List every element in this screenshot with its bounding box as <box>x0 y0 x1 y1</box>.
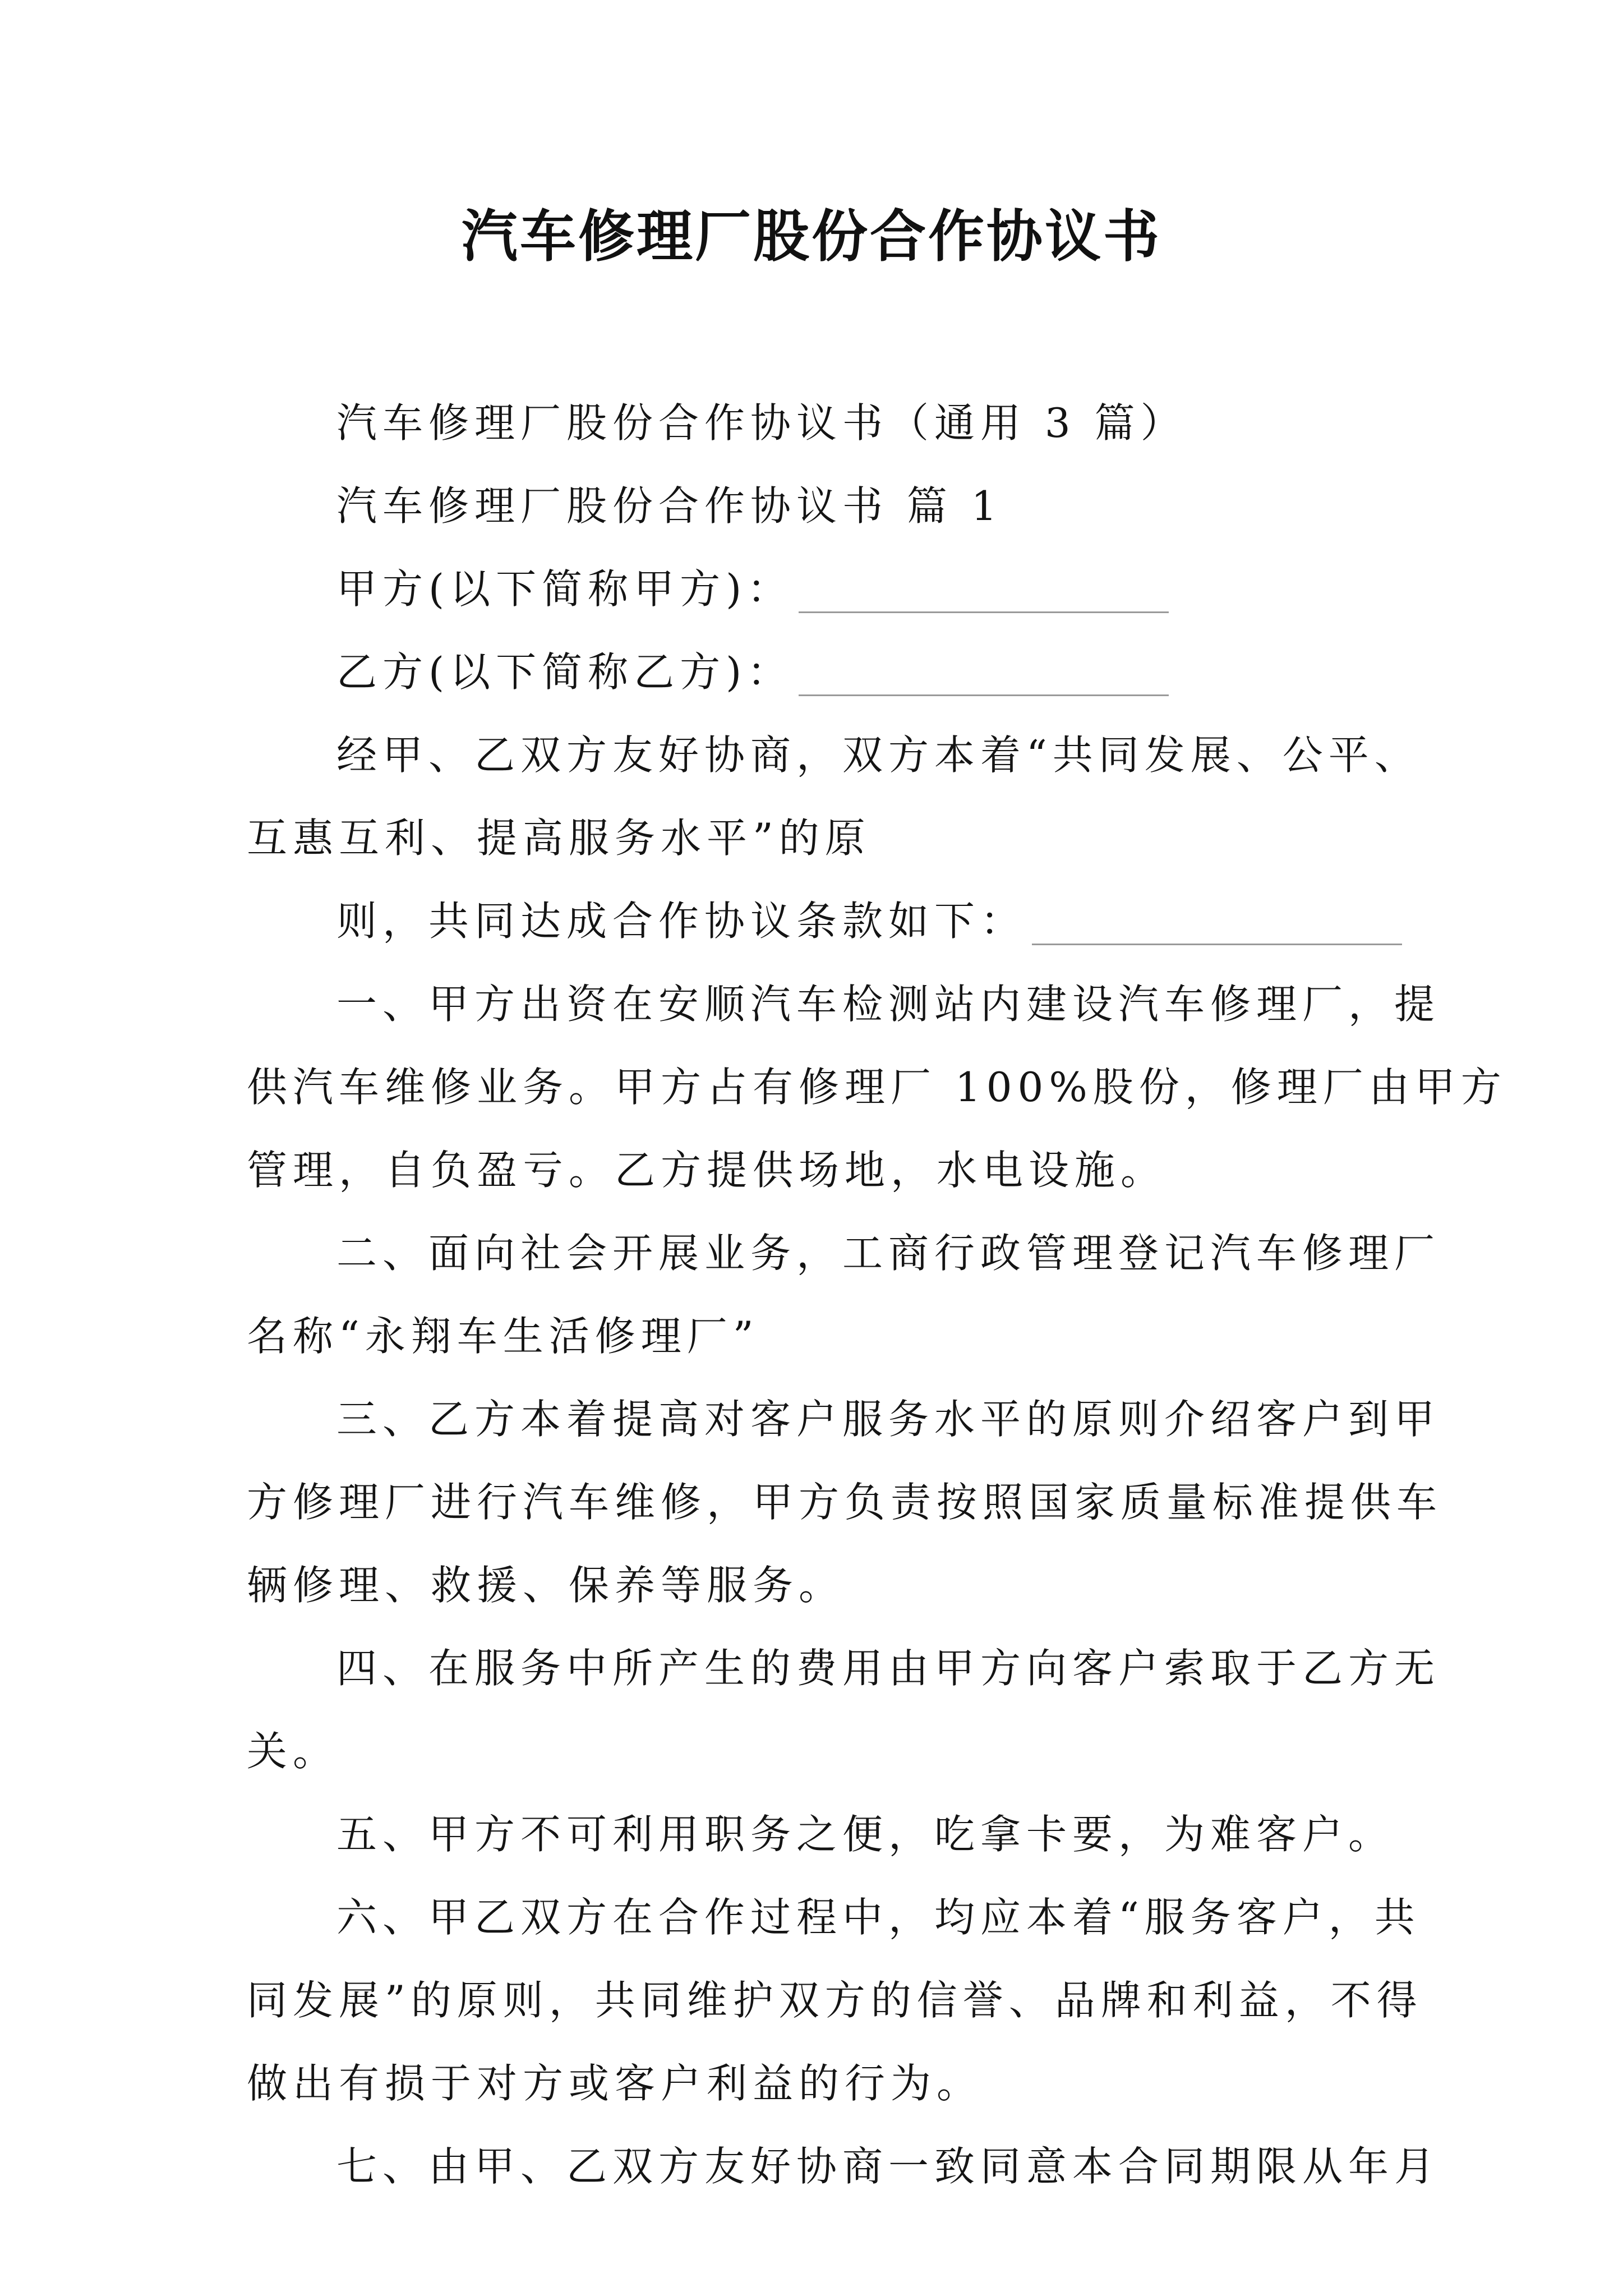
line-text: 供汽车维修业务。甲方占有修理厂 100%股份，修理厂由甲方 <box>247 1064 1507 1111</box>
fill-in-blank <box>799 572 1169 613</box>
line-text: 辆修理、救援、保养等服务。 <box>247 1562 845 1609</box>
party-a-line <box>247 547 1396 631</box>
paragraph-line <box>247 2042 1396 2125</box>
paragraph-line <box>247 1295 1396 1378</box>
paragraph-line <box>247 1544 1396 1627</box>
line-text: 四、在服务中所产生的费用由甲方向客户索取于乙方无 <box>336 1645 1441 1692</box>
line-text: 汽车修理厂股份合作协议书 篇 1 <box>336 482 1003 530</box>
line-text: 二、面向社会开展业务，工商行政管理登记汽车修理厂 <box>336 1230 1441 1277</box>
document-body <box>247 381 1507 2208</box>
line-text: 做出有损于对方或客户利益的行为。 <box>247 2060 983 2107</box>
paragraph-line <box>247 1378 1441 1461</box>
document-title: 汽车修理厂股份合作协议书 <box>462 204 1161 269</box>
line-text: 方修理厂进行汽车维修，甲方负责按照国家质量标准提供车 <box>247 1479 1443 1526</box>
paragraph-line <box>247 381 1396 464</box>
paragraph-line <box>247 1129 1396 1212</box>
line-text: 互惠互利、提高服务水平”的原 <box>247 815 871 862</box>
line-text: 则，共同达成合作协议条款如下： <box>336 898 1027 945</box>
paragraph-line <box>247 880 1396 963</box>
paragraph-line <box>247 1793 1396 1876</box>
line-text: 乙方(以下简称乙方)： <box>336 648 794 696</box>
line-text: 六、甲乙双方在合作过程中，均应本着“服务客户，共 <box>336 1894 1421 1941</box>
paragraph-line <box>247 1876 1421 1959</box>
paragraph-line <box>247 1710 1396 1793</box>
paragraph-line <box>247 2125 1441 2208</box>
line-text: 三、乙方本着提高对客户服务水平的原则介绍客户到甲 <box>336 1396 1441 1443</box>
paragraph-line <box>247 714 1421 797</box>
line-text: 甲方(以下简称甲方)： <box>336 565 794 613</box>
paragraph-line <box>247 797 1396 880</box>
paragraph-line <box>247 1627 1441 1710</box>
line-text: 经甲、乙双方友好协商，双方本着“共同发展、公平、 <box>336 731 1421 779</box>
line-text: 五、甲方不可利用职务之便，吃拿卡要，为难客户。 <box>336 1811 1395 1858</box>
paragraph-line <box>247 963 1441 1046</box>
line-text: 同发展”的原则，共同维护双方的信誉、品牌和利益，不得 <box>247 1977 1423 2024</box>
party-b-line <box>247 631 1396 714</box>
line-text: 一、甲方出资在安顺汽车检测站内建设汽车修理厂，提 <box>336 981 1441 1028</box>
line-text: 关。 <box>247 1728 339 1775</box>
paragraph-line <box>247 1212 1441 1295</box>
line-text: 管理，自负盈亏。乙方提供场地，水电设施。 <box>247 1147 1167 1194</box>
fill-in-blank <box>1032 904 1402 945</box>
line-text: 汽车修理厂股份合作协议书（通用 3 篇） <box>336 399 1187 447</box>
fill-in-blank <box>799 655 1169 696</box>
paragraph-line <box>247 1461 1443 1544</box>
paragraph-line <box>247 464 1396 547</box>
paragraph-line <box>247 1959 1423 2042</box>
line-text: 七、由甲、乙双方友好协商一致同意本合同期限从年月 <box>336 2143 1441 2190</box>
paragraph-line <box>247 1046 1507 1129</box>
line-text: 名称“永翔车生活修理厂” <box>247 1313 759 1360</box>
